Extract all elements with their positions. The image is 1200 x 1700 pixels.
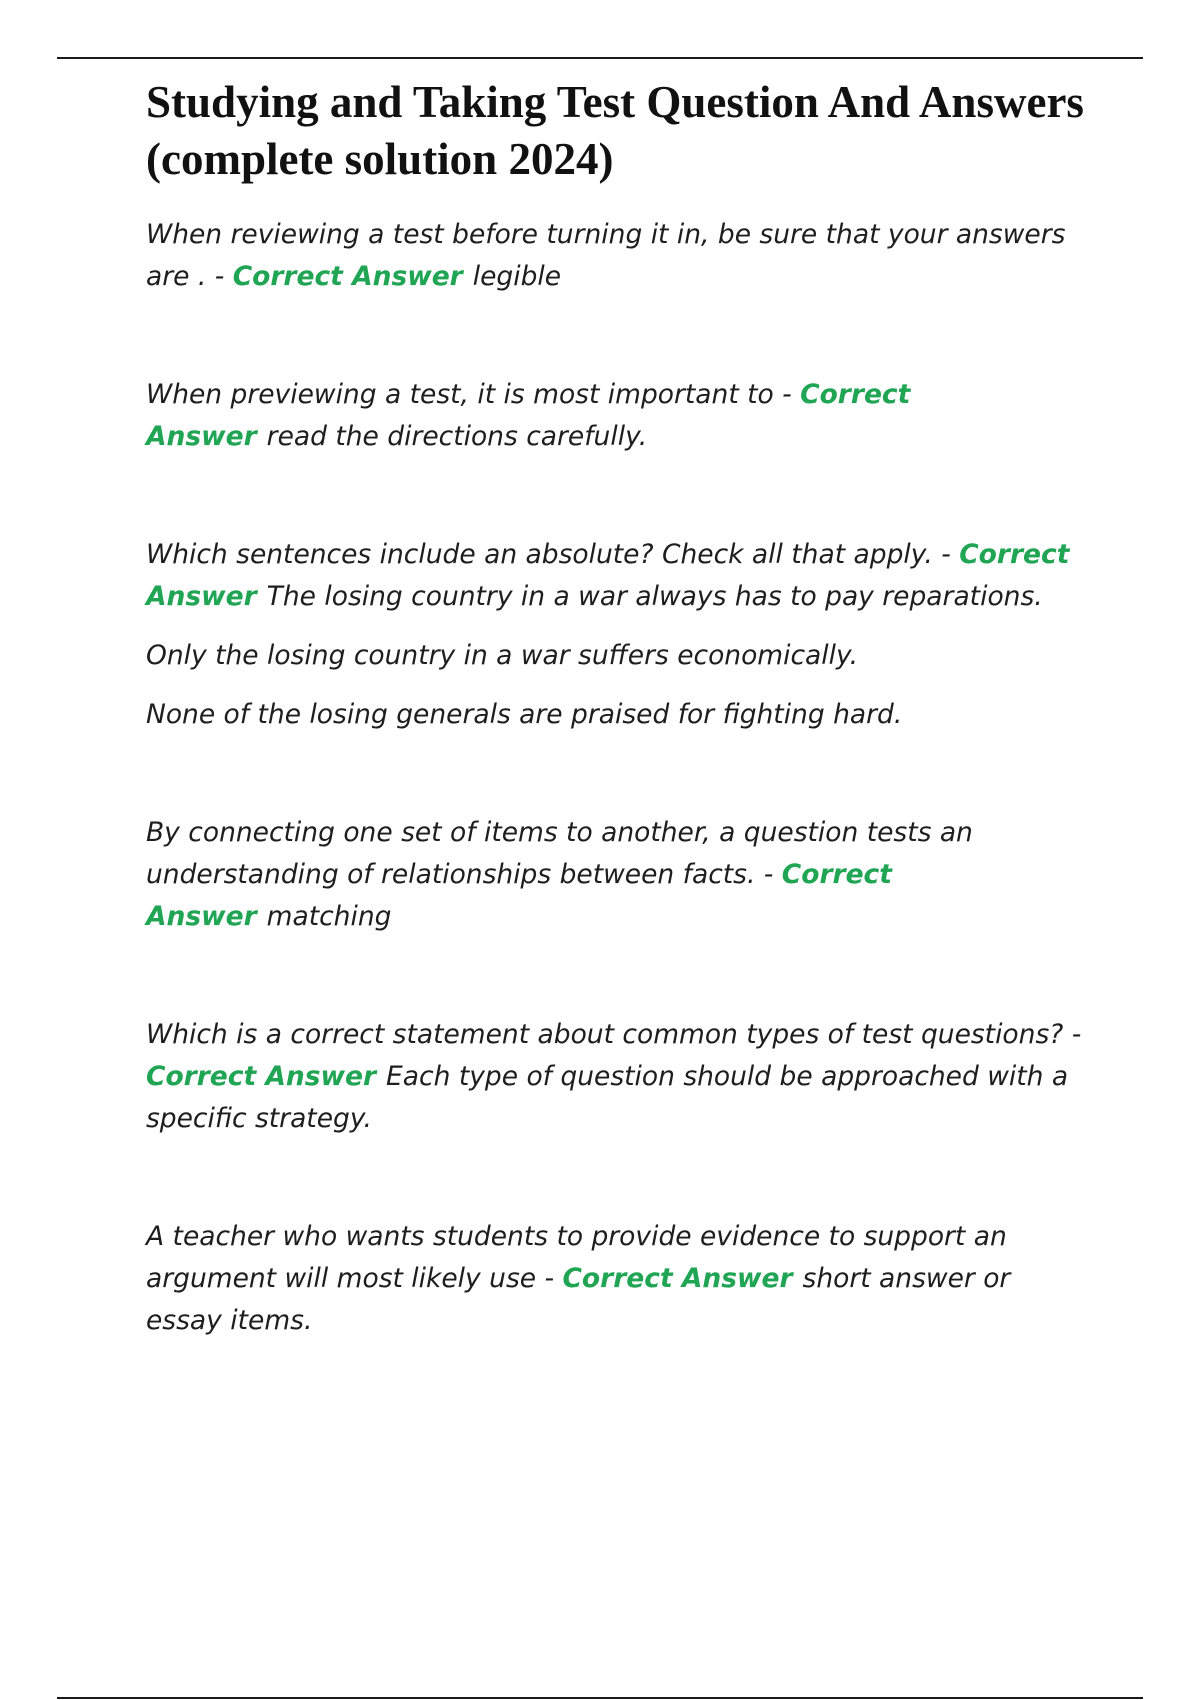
correct-answer-label: Correct Answer (562, 1263, 793, 1294)
answer-text: short answer or essay items. (146, 1263, 1011, 1336)
document-body (146, 74, 1086, 1342)
qa-item-6 (146, 1216, 1086, 1342)
answer-text: read the directions carefully. (266, 421, 648, 452)
question-text: A teacher who wants students to provide evidence to support an argument will most likely use - (146, 1221, 1007, 1294)
question-text: Which sentences include an absolute? Check all that apply. - (146, 539, 960, 570)
answer-extra-line: None of the losing generals are praised for fighting hard. (146, 699, 903, 730)
correct-answer-label: Correct Answer (146, 379, 911, 452)
question-text: When previewing a test, it is most important to - (146, 379, 801, 410)
answer-extra-line: Only the losing country in a war suffers economically. (146, 640, 859, 671)
answer-text: The losing country in a war always has to pay reparations. (266, 581, 1043, 612)
bottom-rule (57, 1697, 1143, 1699)
correct-answer-label: Correct Answer (232, 261, 463, 292)
correct-answer-label: Correct Answer (146, 1061, 377, 1092)
qa-item-3 (146, 534, 1086, 736)
qa-item-2 (146, 374, 1086, 458)
correct-answer-label: Correct Answer (146, 539, 1070, 612)
answer-text: legible (472, 261, 562, 292)
question-text: When reviewing a test before turning it in, be sure that your answers are . - (146, 219, 1066, 292)
qa-item-1 (146, 214, 1086, 298)
answer-text: matching (266, 901, 392, 932)
question-text: By connecting one set of items to another, a question tests an understanding of relationships between facts. - (146, 817, 973, 890)
qa-item-4 (146, 812, 1086, 938)
top-rule (57, 57, 1143, 59)
qa-item-5 (146, 1014, 1086, 1140)
answer-text: Each type of question should be approached with a specific strategy. (146, 1061, 1069, 1134)
correct-answer-label: Correct Answer (146, 859, 892, 932)
question-text: Which is a correct statement about common types of test questions? - (146, 1019, 1082, 1050)
document-title: Studying and Taking Test Question And Answers (complete solution 2024) (146, 77, 1084, 184)
